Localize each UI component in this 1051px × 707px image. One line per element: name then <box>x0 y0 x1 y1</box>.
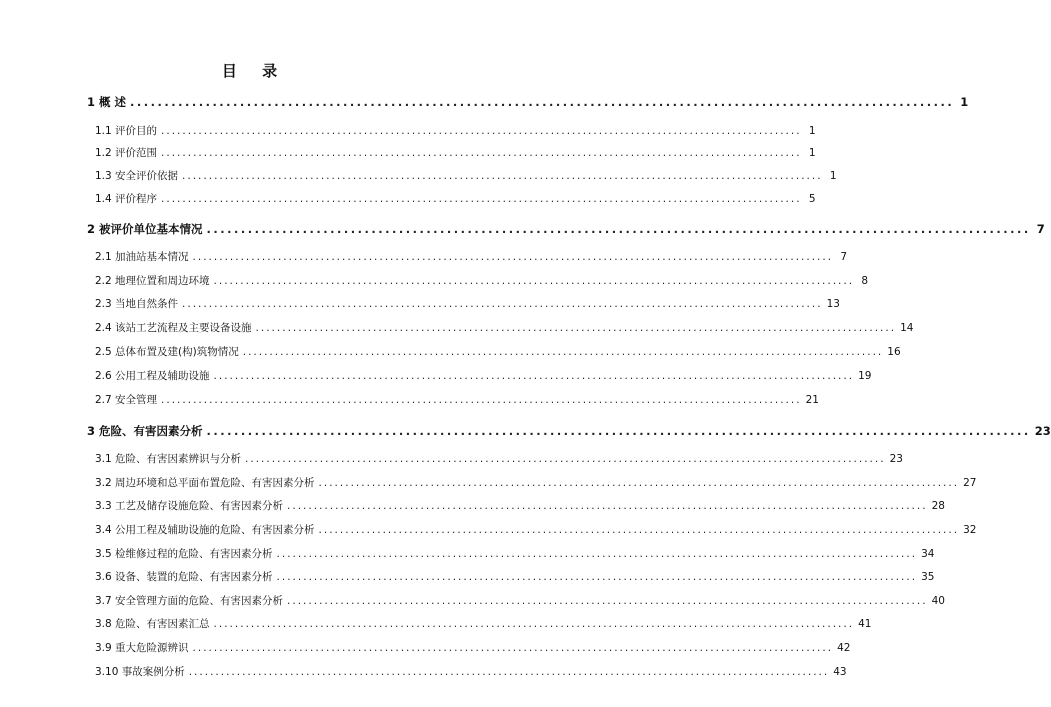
toc-entry-label: 2.5 总体布置及建(构)筑物情况 <box>95 346 239 358</box>
toc-entry-label: 3.3 工艺及储存设施危险、有害因素分析 <box>95 500 284 512</box>
toc-entry-label: 2.6 公用工程及辅助设施 <box>95 370 210 382</box>
toc-page-number: 35 <box>921 571 935 583</box>
toc-dot-leader: ........................................................................................................................ <box>318 524 960 536</box>
toc-page-number: 40 <box>931 595 945 607</box>
toc-page-number: 41 <box>858 618 872 630</box>
toc-entry-label: 2.2 地理位置和周边环境 <box>95 275 210 287</box>
toc-page-number: 1 <box>960 95 969 109</box>
toc-dot-leader: ........................................................................................................................ <box>192 642 834 654</box>
toc-page-number: 1 <box>808 147 816 159</box>
toc-entry-label: 1 概 述 <box>87 95 127 109</box>
toc-dot-leader: ........................................................................................................................ <box>276 548 918 560</box>
toc-dot-leader: ........................................................................................................................ <box>161 193 802 205</box>
toc-entry-label: 3.1 危险、有害因素辨识与分析 <box>95 453 242 465</box>
toc-page-number: 21 <box>805 394 819 406</box>
toc-dot-leader: ........................................................................................................................ <box>318 477 960 489</box>
toc-page-number: 27 <box>963 477 977 489</box>
toc-dot-leader: ........................................................................................................................ <box>255 322 897 334</box>
toc-section-entry <box>95 191 816 207</box>
toc-dot-leader: ........................................................................................................................ <box>161 125 802 137</box>
toc-page-number: 7 <box>1036 222 1045 236</box>
toc-chapter-entry <box>87 221 1045 237</box>
toc-entry-label: 2.3 当地自然条件 <box>95 298 179 310</box>
toc-page-number: 42 <box>837 642 851 654</box>
toc-dot-leader: ........................................................................................................................ <box>276 571 918 583</box>
toc-page-number: 34 <box>921 548 935 560</box>
toc-page-number: 1 <box>808 125 816 137</box>
toc-page-number: 28 <box>931 500 945 512</box>
toc-section-entry <box>95 296 840 312</box>
toc-section-entry <box>95 522 977 538</box>
toc-section-entry <box>95 168 837 184</box>
toc-page-number: 7 <box>840 251 848 263</box>
toc-section-entry <box>95 368 872 384</box>
toc-dot-leader: ........................................................................................................................ <box>182 170 823 182</box>
toc-page-number: 1 <box>829 170 837 182</box>
toc-chapter-entry <box>87 423 1051 439</box>
toc-section-entry <box>95 273 869 289</box>
toc-section-entry <box>95 123 816 139</box>
toc-dot-leader: ........................................................................................................................ <box>206 424 1031 438</box>
toc-entry-label: 1.2 评价范围 <box>95 147 158 159</box>
toc-entry-label: 1.1 评价目的 <box>95 125 158 137</box>
toc-section-entry <box>95 498 945 514</box>
toc-section-entry <box>95 344 901 360</box>
toc-page-number: 32 <box>963 524 977 536</box>
toc-dot-leader: ........................................................................................................................ <box>213 618 855 630</box>
toc-entry-label: 1.4 评价程序 <box>95 193 158 205</box>
toc-dot-leader: ........................................................................................................................ <box>192 251 834 263</box>
toc-entry-label: 3 危险、有害因素分析 <box>87 424 203 438</box>
toc-dot-leader: ........................................................................................................................ <box>161 147 802 159</box>
toc-page-number: 16 <box>887 346 901 358</box>
toc-title: 目 录 <box>221 62 288 80</box>
toc-dot-leader: ........................................................................................................................ <box>188 666 830 678</box>
toc-entry-label: 3.4 公用工程及辅助设施的危险、有害因素分析 <box>95 524 315 536</box>
toc-section-entry <box>95 320 914 336</box>
toc-entry-label: 3.6 设备、装置的危险、有害因素分析 <box>95 571 273 583</box>
toc-dot-leader: ........................................................................................................................ <box>287 500 928 512</box>
toc-section-entry <box>95 569 935 585</box>
toc-page-number: 5 <box>808 193 816 205</box>
toc-dot-leader: ........................................................................................................................ <box>213 275 855 287</box>
toc-entry-label: 2.1 加油站基本情况 <box>95 251 189 263</box>
toc-section-entry <box>95 475 977 491</box>
toc-dot-leader: ........................................................................................................................ <box>182 298 823 310</box>
toc-section-entry <box>95 593 945 609</box>
toc-page-number: 8 <box>861 275 869 287</box>
toc-entry-label: 2 被评价单位基本情况 <box>87 222 203 236</box>
toc-section-entry <box>95 546 935 562</box>
toc-page-number: 14 <box>900 322 914 334</box>
toc-entry-label: 1.3 安全评价依据 <box>95 170 179 182</box>
toc-section-entry <box>95 249 848 265</box>
toc-entry-label: 3.9 重大危险源辨识 <box>95 642 189 654</box>
toc-entry-label: 3.10 事故案例分析 <box>95 666 185 678</box>
toc-dot-leader: ........................................................................................................................ <box>206 222 1031 236</box>
toc-page-number: 43 <box>833 666 847 678</box>
toc-dot-leader: ........................................................................................................................ <box>213 370 855 382</box>
toc-page-number: 23 <box>889 453 903 465</box>
toc-dot-leader: ........................................................................................................................ <box>242 346 884 358</box>
toc-section-entry <box>95 640 851 656</box>
toc-dot-leader: ........................................................................................................................ <box>245 453 886 465</box>
toc-section-entry <box>95 451 903 467</box>
toc-entry-label: 2.7 安全管理 <box>95 394 158 406</box>
toc-entry-label: 3.8 危险、有害因素汇总 <box>95 618 210 630</box>
toc-entry-label: 3.5 检维修过程的危险、有害因素分析 <box>95 548 273 560</box>
toc-page-number: 13 <box>826 298 840 310</box>
toc-section-entry <box>95 392 819 408</box>
toc-page-number: 19 <box>858 370 872 382</box>
toc-chapter-entry <box>87 94 969 110</box>
toc-dot-leader: ........................................................................................................................ <box>287 595 928 607</box>
toc-entry-label: 2.4 该站工艺流程及主要设备设施 <box>95 322 252 334</box>
toc-entry-label: 3.2 周边环境和总平面布置危险、有害因素分析 <box>95 477 315 489</box>
toc-section-entry <box>95 664 847 680</box>
toc-entry-label: 3.7 安全管理方面的危险、有害因素分析 <box>95 595 284 607</box>
toc-dot-leader: ........................................................................................................................ <box>130 95 955 109</box>
toc-section-entry <box>95 616 872 632</box>
toc-page-number: 23 <box>1034 424 1051 438</box>
toc-dot-leader: ........................................................................................................................ <box>161 394 802 406</box>
toc-section-entry <box>95 145 816 161</box>
